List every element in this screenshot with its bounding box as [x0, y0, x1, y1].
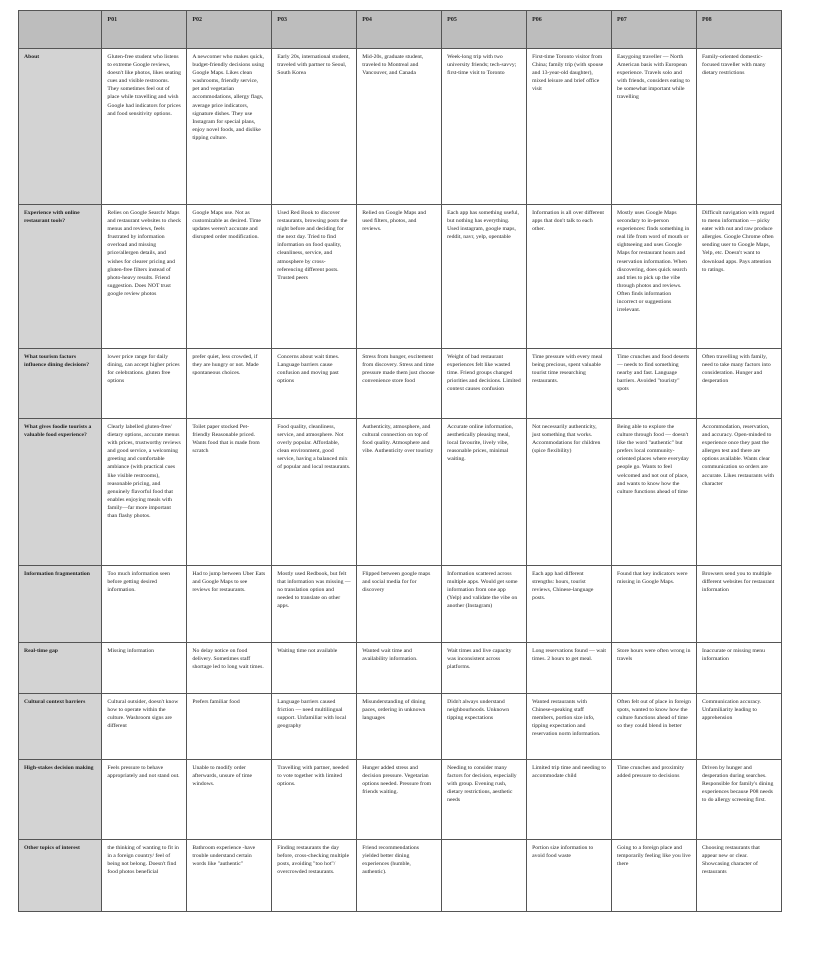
row-header-other-topics: Other topics of interest: [19, 840, 102, 912]
table-cell: Early 20s, international student, traveled with partner to Seoul, South Korea: [272, 49, 357, 205]
table-cell: No delay notice on food delivery. Sometimes staff shortage led to long wait times.: [187, 643, 272, 694]
table-cell: lower price range for daily dining, can accept higher prices for celebrations. gluten free options: [102, 349, 187, 419]
table-cell: prefer quiet, less crowded, if they are hungry or not. Made spontaneous choices.: [187, 349, 272, 419]
table-cell: Prefers familiar food: [187, 694, 272, 760]
table-cell: Information is all over different apps that don't talk to each other.: [527, 205, 612, 349]
table-cell: Toilet paper stocked Pet-friendly Reasonable priced. Wants food that is made from scratch: [187, 419, 272, 566]
header-cell-p08: P08: [696, 11, 781, 49]
table-cell: Time crunches and food deserts — needs to find something nearby and fast. Language barriers. Avoided "touristy" spots: [612, 349, 697, 419]
table-cell: Choosing restaurants that appear new or clear. Showcasing character of restaurants: [696, 840, 781, 912]
table-cell: Too much information seen before getting desired information.: [102, 566, 187, 643]
table-cell: Had to jump between Uber Eats and Google Maps to see reviews for restaurants.: [187, 566, 272, 643]
table-row-online-tools: [19, 205, 782, 349]
table-cell: Family-oriented domestic-focused traveller with many dietary restrictions: [696, 49, 781, 205]
table-cell: Communication accuracy. Unfamiliarity leading to apprehension: [696, 694, 781, 760]
table-row-information-fragmentation: [19, 566, 782, 643]
table-row-other-topics: [19, 840, 782, 912]
table-cell: Misunderstanding of dining paces, ordering in unknown languages: [357, 694, 442, 760]
table-row-cultural-barriers: [19, 694, 782, 760]
table-cell: Waiting time not available: [272, 643, 357, 694]
table-cell: Weight of bad restaurant experiences felt like wasted time. Friend groups changed priorities and decisions. Limited context causes confusion: [442, 349, 527, 419]
table-cell: Didn't always understand neighbourhoods. Unknown tipping expectations: [442, 694, 527, 760]
header-cell-p06: P06: [527, 11, 612, 49]
table-cell: Language barriers caused friction — need multilingual support. Unfamiliar with local geography: [272, 694, 357, 760]
table-cell: Mostly used Redbook, but felt that information was missing — no translation option and needed to translate on other apps.: [272, 566, 357, 643]
table-cell: First-time Toronto visitor from China; family trip (with spouse and 13-year-old daughter), mixed leisure and brief office visit: [527, 49, 612, 205]
table-cell: Flipped between google maps and social media for for discovery: [357, 566, 442, 643]
table-row-valuable-experience: [19, 419, 782, 566]
row-header-tourism-factors: What tourism factors influence dining decisions?: [19, 349, 102, 419]
table-cell: Food quality, cleanliness, service, and atmosphere. Not overly popular. Affordable, clean environment, good service, having a balanced mix of popular and local restaurants.: [272, 419, 357, 566]
table-cell: Mostly uses Google Maps secondary to in-person experiences: finds something in real life from word of mouth or sightseeing and uses Google Maps for restaurant hours and reservation information. When discovering, does quick search and tries to pick up the vibe through photos and reviews. Often finds information incorrect or suggestions irrelevant.: [612, 205, 697, 349]
header-cell-p02: P02: [187, 11, 272, 49]
table-cell: Often travelling with family, need to take many factors into consideration. Hunger and desperation: [696, 349, 781, 419]
table-cell: [442, 840, 527, 912]
table-cell: Wanted restaurants with Chinese-speaking staff members, portion size info, tipping expectation and reservation norm information.: [527, 694, 612, 760]
row-header-cultural-barriers: Cultural context barriers: [19, 694, 102, 760]
table-cell: Browsers send you to multiple different websites for restaurant information: [696, 566, 781, 643]
table-cell: Concerns about wait times. Language barriers cause confusion and moving past options: [272, 349, 357, 419]
table-cell: Each app had different strengths: hours, tourist reviews, Chinese-language posts.: [527, 566, 612, 643]
row-header-about: About: [19, 49, 102, 205]
table-cell: Relies on Google Search/ Maps and restaurant websites to check menus and reviews, feels frustrated by information overload and missing price/allergen details, and wishes for clearer pricing and gluten-free filters instead of photo-heavy results. Friend suggestion. Does NOT trust google review photos: [102, 205, 187, 349]
table-cell: Gluten-free student who listens to extreme Google reviews, doesn't like photos, likes seating cues and visible restrooms. They sometimes feel out of place while travelling and wish Google had indicators for prices and food sensitivity options.: [102, 49, 187, 205]
table-cell: Mid-20s, graduate student, traveled to Montreal and Vancouver, and Canada: [357, 49, 442, 205]
table-cell: Bathroom experience -have trouble understand certain words like "authentic": [187, 840, 272, 912]
table-cell: Relied on Google Maps and used filters, photos, and reviews.: [357, 205, 442, 349]
table-cell: Unable to modify order afterwards, unsure of time windows.: [187, 760, 272, 840]
table-cell: Time crunches and proximity added pressure to decisions: [612, 760, 697, 840]
table-cell: Wait times and live capacity was inconsistent across platforms.: [442, 643, 527, 694]
participant-research-table: [18, 10, 782, 912]
header-cell-p07: P07: [612, 11, 697, 49]
table-cell: Accurate online information, aesthetically pleasing meal, local favourite, lively vibe, reasonable prices, minimal waiting.: [442, 419, 527, 566]
table-cell: Each app has something useful, but nothing has everything. Used instagram, google maps, reddit, navr, yelp, opentable: [442, 205, 527, 349]
table-row-about: [19, 49, 782, 205]
table-cell: Hunger added stress and decision pressure. Vegetarian options needed. Pressure from friends waiting.: [357, 760, 442, 840]
table-cell: Inaccurate or missing menu information: [696, 643, 781, 694]
research-table-container: [18, 10, 782, 912]
table-cell: Friend recommendations yielded better dining experiences (humble, authentic).: [357, 840, 442, 912]
header-cell-p04: P04: [357, 11, 442, 49]
table-row-high-stakes: [19, 760, 782, 840]
table-cell: Week-long trip with two university friends; tech-savvy; first-time visit to Toronto: [442, 49, 527, 205]
table-cell: Long reservations found — wait times. 2 hours to get meal.: [527, 643, 612, 694]
table-row-real-time-gap: [19, 643, 782, 694]
table-cell: Store hours were often wrong in travels: [612, 643, 697, 694]
table-cell: Missing information: [102, 643, 187, 694]
table-cell: Feels pressure to behave appropriately and not stand out.: [102, 760, 187, 840]
row-header-real-time-gap: Real-time gap: [19, 643, 102, 694]
header-cell-p05: P05: [442, 11, 527, 49]
table-cell: Limited trip time and needing to accommodate child: [527, 760, 612, 840]
table-cell: Clearly labelled gluten-free/ dietary options, accurate menus with prices, trustworthy reviews and good service, a welcoming greeting and comfortable ambiance (with practical cues like visible restrooms), reasonable pricing, and genuinely flavorful food that enables enjoying meals with family—far more important than flashy photos.: [102, 419, 187, 566]
table-cell: the thinking of wanting to fit in in a foreign country/ feel of being not belong. Doesn't find food photos beneficial: [102, 840, 187, 912]
header-cell-corner: [19, 11, 102, 49]
table-cell: Finding restaurants the day before, cross-checking multiple posts, avoiding "too hot"/ overcrowded restaurants.: [272, 840, 357, 912]
table-cell: Information scattered across multiple apps. Would get some information from one app (Yelp) and validate the vibe on another (Instagram): [442, 566, 527, 643]
table-cell: Wanted wait time and availability information.: [357, 643, 442, 694]
table-cell: Found that key indicators were missing in Google Maps.: [612, 566, 697, 643]
table-cell: Driven by hunger and desperation during searches. Responsible for family's dining experiences because P08 needs to do allergy screening first.: [696, 760, 781, 840]
row-header-online-tools: Experience with online restaurant tools?: [19, 205, 102, 349]
row-header-valuable-experience: What gives foodie tourists a valuable food experience?: [19, 419, 102, 566]
table-cell: Difficult navigation with regard to menu information — picky eater with nut and raw produce allergies. Google Chrome often sending user to Google Maps, Yelp, etc. Doesn't want to download apps. Pays attention to ratings.: [696, 205, 781, 349]
header-cell-p01: P01: [102, 11, 187, 49]
table-cell: Authenticity, atmosphere, and cultural connection on top of food quality. Atmosphere and vibe. Authenticity over touristy: [357, 419, 442, 566]
row-header-information-fragmentation: Information fragmentation: [19, 566, 102, 643]
table-row-tourism-factors: [19, 349, 782, 419]
table-cell: Google Maps use. Not as customizable as desired. Time updates weren't accurate and disrupted order modification.: [187, 205, 272, 349]
table-cell: Not necessarily authenticity, just something that works. Accommodations for children (spice flexibility): [527, 419, 612, 566]
table-cell: Accommodation, reservation, and accuracy. Open-minded to experience once they past the allergen test and there are options available. Wants clear communication so orders are accurate. Likes restaurants with character: [696, 419, 781, 566]
table-cell: Stress from hunger, excitement from discovery. Stress and time pressure made them just choose convenience store food: [357, 349, 442, 419]
table-cell: Used Red Book to discover restaurants, browsing posts the night before and deciding for the next day. Tried to find information on food quality, cleanliness, service, and atmosphere by cross-referencing different posts. Trusted peers: [272, 205, 357, 349]
table-cell: Cultural outsider, doesn't know how to operate within the culture. Washroom signs are different: [102, 694, 187, 760]
table-cell: Needing to consider many factors for decision, especially with group. Evening rush, dietary restrictions, aesthetic needs: [442, 760, 527, 840]
table-cell: Travelling with partner, needed to vote together with limited options.: [272, 760, 357, 840]
table-cell: Often felt out of place in foreign spots, wanted to know how the culture functions ahead of time so they could blend in better: [612, 694, 697, 760]
table-cell: Being able to explore the culture through food — doesn't like the word "authentic" but prefers local community-oriented places where everyday people go. Wants to feel welcomed and not out of place, and wants to know how the culture functions ahead of time: [612, 419, 697, 566]
table-cell: A newcomer who makes quick, budget-friendly decisions using Google Maps. Likes clean washrooms, friendly service, pet and vegetarian accommodations, allergy flags, average price indicators, signature dishes. They use Instagram for special plans, enjoy novel foods, and dislike tipping culture.: [187, 49, 272, 205]
table-cell: Going to a foreign place and temporarily feeling like you live there: [612, 840, 697, 912]
table-cell: Portion size information to avoid food waste: [527, 840, 612, 912]
table-cell: Time pressure with every meal being precious, spent valuable tourist time researching restaurants.: [527, 349, 612, 419]
header-cell-p03: P03: [272, 11, 357, 49]
header-row: [19, 11, 782, 49]
row-header-high-stakes: High-stakes decision making: [19, 760, 102, 840]
table-cell: Easygoing traveller — North American basis with European experience. Travels solo and with friends, considers eating to be somewhat important while travelling: [612, 49, 697, 205]
